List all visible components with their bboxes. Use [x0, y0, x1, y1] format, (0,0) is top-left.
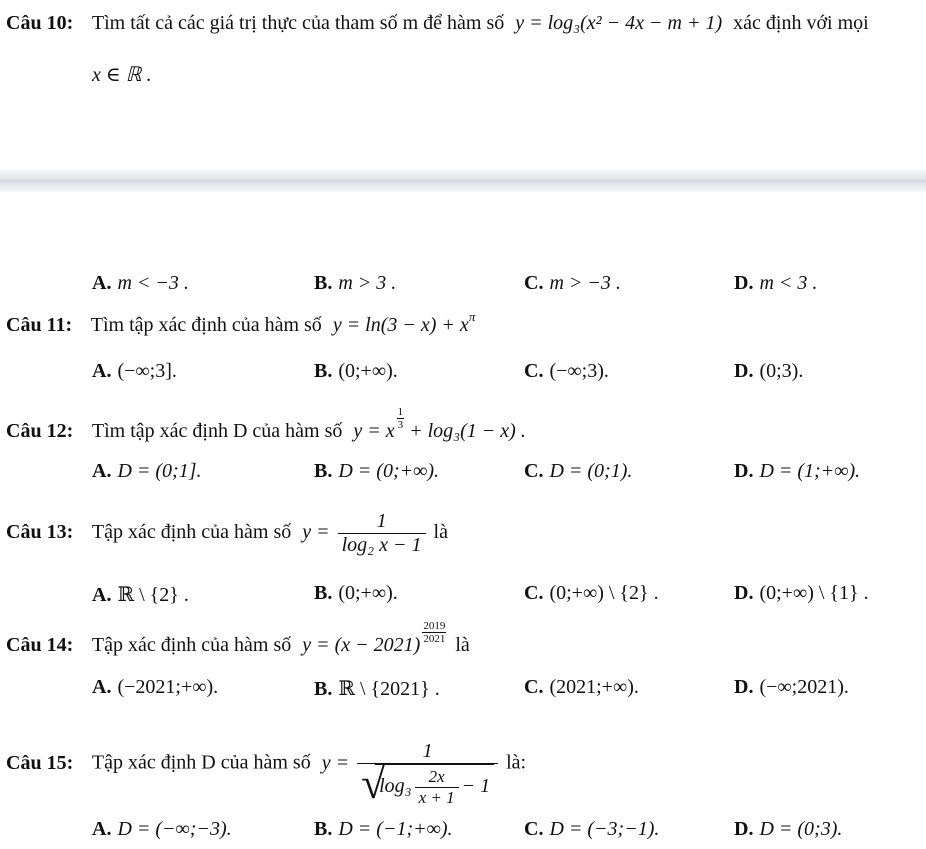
- option-label: C.: [524, 360, 544, 382]
- option-value: (−2021;+∞).: [117, 676, 219, 698]
- formula-cont: + log₃(1 − x) .: [409, 420, 526, 442]
- question-12: [6, 406, 526, 445]
- option-value: D = (−1;+∞).: [338, 818, 453, 840]
- minus-one: − 1: [461, 775, 491, 798]
- option-label: A.: [92, 272, 112, 294]
- question-number: Câu 14:: [6, 634, 74, 656]
- formula: y = log₃(x² − 4x − m + 1): [515, 12, 723, 34]
- question-number: Câu 13:: [6, 521, 74, 544]
- option-label: A.: [92, 460, 112, 482]
- fraction-denominator: log₂ x − 1: [341, 534, 422, 556]
- option-value: (2021;+∞).: [549, 676, 639, 698]
- option-label: B.: [314, 360, 333, 382]
- q12-option-a[interactable]: [92, 460, 202, 483]
- question-14: [6, 620, 470, 659]
- q12-option-c[interactable]: [524, 460, 632, 483]
- q15-option-d[interactable]: [734, 818, 842, 841]
- q12-option-b[interactable]: [314, 460, 439, 483]
- q14-option-a[interactable]: [92, 676, 218, 699]
- formula: y = (x − 2021): [302, 634, 421, 656]
- exponent-numerator: 2019: [423, 620, 446, 632]
- question-number: Câu 11:: [6, 314, 73, 336]
- option-value: (0;+∞).: [338, 360, 398, 382]
- q10-option-c[interactable]: [524, 272, 621, 295]
- option-label: B.: [314, 582, 333, 604]
- q10-option-a[interactable]: [92, 272, 189, 295]
- question-text: Tìm tất cả các giá trị thực của tham số m để hàm số: [91, 12, 505, 34]
- option-label: A.: [92, 818, 112, 840]
- log-term: log₃: [379, 775, 412, 798]
- q14-option-d[interactable]: [734, 676, 849, 699]
- question-11: [6, 309, 476, 337]
- question-10: [6, 12, 869, 35]
- option-value: ℝ \ {2} .: [117, 584, 189, 606]
- option-value: (0;+∞) \ {1} .: [759, 582, 869, 604]
- option-value: D = (−∞;−3).: [117, 818, 232, 840]
- inner-fraction: [415, 767, 459, 808]
- option-label: D.: [734, 676, 754, 698]
- q13-option-d[interactable]: [734, 582, 869, 605]
- option-label: C.: [524, 676, 544, 698]
- option-label: D.: [734, 360, 754, 382]
- question-number: Câu 12:: [6, 420, 74, 442]
- q11-option-c[interactable]: [524, 360, 609, 383]
- formula-lhs: y =: [302, 521, 330, 544]
- formula-fraction: [357, 740, 498, 808]
- q15-option-a[interactable]: [92, 818, 232, 841]
- option-value: (0;+∞) \ {2} .: [549, 582, 659, 604]
- q13-option-b[interactable]: [314, 582, 398, 605]
- option-label: D.: [734, 272, 754, 294]
- question-text-cont: xác định với mọi: [733, 12, 869, 34]
- option-value: m > −3 .: [549, 272, 621, 294]
- square-root: √ log₃ $\frac{2x}{x + 1}$ − 1: [361, 764, 494, 808]
- q10-option-d[interactable]: [734, 272, 817, 295]
- option-label: B.: [314, 818, 333, 840]
- option-value: (−∞;3].: [117, 360, 177, 382]
- exponent-denominator: 2021: [423, 633, 446, 645]
- option-value: m < 3 .: [759, 272, 818, 294]
- option-value: D = (0;1].: [117, 460, 202, 482]
- question-text-cont: là: [433, 521, 448, 544]
- option-label: C.: [524, 818, 544, 840]
- option-label: C.: [524, 460, 544, 482]
- q13-option-c[interactable]: [524, 582, 659, 605]
- option-label: A.: [92, 584, 112, 606]
- option-value: (0;+∞).: [338, 582, 398, 604]
- question-text: Tìm tập xác định D của hàm số: [91, 420, 343, 442]
- fraction-numerator: 1: [357, 740, 498, 764]
- page-divider-line: [0, 179, 926, 183]
- option-value: D = (−3;−1).: [549, 818, 660, 840]
- question-15: [6, 730, 527, 808]
- fraction-numerator: 1: [338, 510, 426, 534]
- formula-fraction: [338, 510, 426, 557]
- question-text-cont: là: [455, 634, 470, 656]
- option-value: (−∞;3).: [549, 360, 609, 382]
- question-number: Câu 10:: [6, 12, 74, 34]
- option-value: D = (0;3).: [759, 818, 843, 840]
- formula-exponent: π: [468, 309, 476, 324]
- option-label: A.: [92, 676, 112, 698]
- option-label: D.: [734, 460, 754, 482]
- q13-option-a[interactable]: [92, 582, 189, 607]
- option-value: D = (1;+∞).: [759, 460, 861, 482]
- option-label: C.: [524, 582, 544, 604]
- question-text: Tập xác định của hàm số: [91, 634, 292, 656]
- option-value: (−∞;2021).: [759, 676, 849, 698]
- exponent-fraction: [397, 406, 405, 431]
- question-10-line2: x ∈ ℝ .: [92, 64, 152, 86]
- q14-option-c[interactable]: [524, 676, 639, 699]
- option-label: A.: [92, 360, 112, 382]
- option-value: ℝ \ {2021} .: [338, 678, 440, 700]
- question-text-cont: là:: [506, 751, 527, 774]
- option-label: D.: [734, 582, 754, 604]
- q12-option-d[interactable]: [734, 460, 860, 483]
- option-value: D = (0;+∞).: [338, 460, 440, 482]
- q14-option-b[interactable]: [314, 676, 440, 701]
- exponent-denominator: 3: [397, 419, 404, 431]
- option-label: B.: [314, 460, 333, 482]
- q10-option-b[interactable]: [314, 272, 396, 295]
- option-value: m < −3 .: [117, 272, 189, 294]
- q15-option-b[interactable]: [314, 818, 453, 841]
- option-label: D.: [734, 818, 754, 840]
- question-13: [6, 510, 448, 557]
- option-label: B.: [314, 678, 333, 700]
- option-label: B.: [314, 272, 333, 294]
- option-value: (0;3).: [759, 360, 804, 382]
- exponent-fraction: [422, 620, 446, 645]
- option-value: D = (0;1).: [549, 460, 633, 482]
- fraction-denominator: [357, 759, 498, 808]
- inner-denominator: x + 1: [418, 788, 455, 807]
- formula: y = x: [353, 420, 395, 442]
- inner-numerator: 2x: [415, 767, 459, 788]
- option-value: m > 3 .: [338, 272, 397, 294]
- formula: y = ln(3 − x) + x: [332, 314, 469, 336]
- question-number: Câu 15:: [6, 751, 74, 774]
- q11-option-a[interactable]: [92, 360, 177, 383]
- question-text: Tìm tập xác định của hàm số: [90, 314, 322, 336]
- option-label: C.: [524, 272, 544, 294]
- exponent-numerator: 1: [397, 406, 404, 418]
- q11-option-b[interactable]: [314, 360, 398, 383]
- question-text: Tập xác định D của hàm số: [91, 751, 311, 774]
- formula-lhs: y =: [321, 751, 350, 774]
- q15-option-c[interactable]: [524, 818, 659, 841]
- question-text: Tập xác định của hàm số: [91, 521, 292, 544]
- q11-option-d[interactable]: [734, 360, 803, 383]
